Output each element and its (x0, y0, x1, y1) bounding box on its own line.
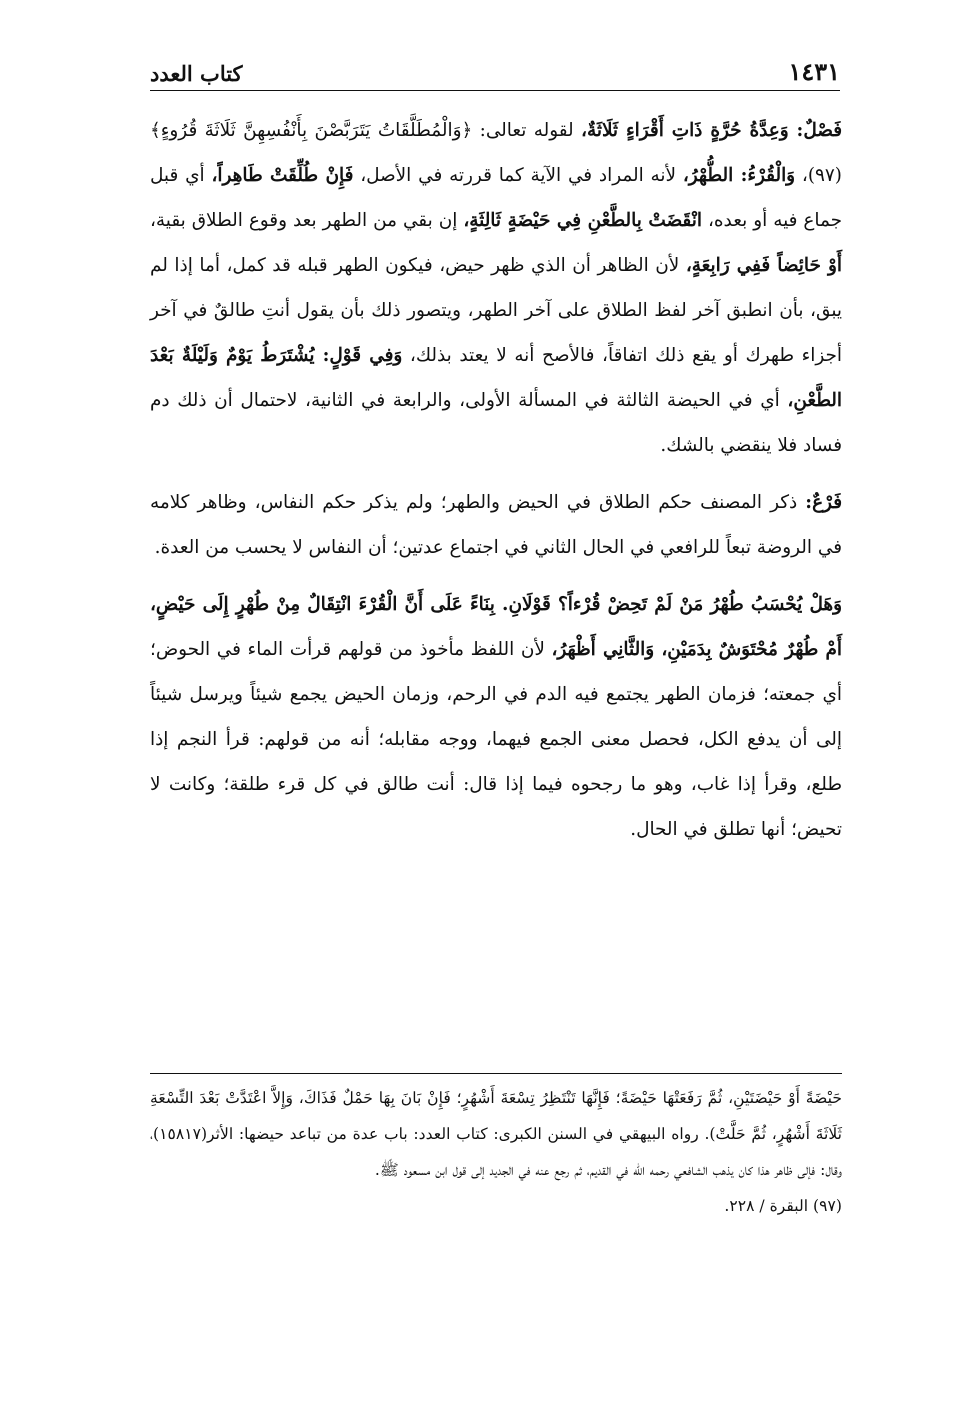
sharh-text: إن بقي من الطهر بعد وقوع الطلاق بقية، (150, 210, 464, 231)
matn-text: أَوْ حَائِضاً فَفِي رَابِعَةٍ، (685, 255, 842, 276)
paragraph-1 (150, 108, 842, 468)
running-header (150, 50, 840, 91)
sharh-text: لقوله تعالى: ﴿وَالْمُطَلَّقَاتُ يَتَرَبَّصْنَ بِأَنْفُسِهِنَّ ثَلَاثَةَ قُرُوءٍ﴾ (150, 120, 582, 141)
sharh-text: لأنه المراد في الآية كما قررته في الأصل، (353, 165, 683, 186)
paragraph-2 (150, 480, 842, 570)
matn-text: وَفِي قَوْلٍ: يُشْتَرَطُ يَوْمٌ وَلَيْلَةٌ بَعْدَ الطَّعْنِ، (150, 345, 842, 411)
sharh-text: أي في الحيضة الثالثة في المسألة الأولى، والرابعة في الثانية، لاحتمال أن ذلك دم فساد فلا ينقضي بالشك. (150, 390, 842, 456)
sharh-text: لأن اللفظ مأخوذ من قولهم قرأت الماء في الحوض؛ أي جمعته؛ فزمان الطهر يجتمع فيه الدم في الرحم، وزمان الحيض يجمع شيئاً ويرسل شيئاً إلى أن يدفع الكل، فحصل معنى الجمع فيهما، ووجه مقابله؛ أنه من قولهم: قرأ النجم إذا طلع، وقرأ إذا غاب، وهو ما رجحوه فيما إذا قال: أنت طالق في كل قرء طلقة؛ وكانت لا تحيض؛ أنها تطلق في الحال. (150, 639, 842, 840)
footnote-ref: (٩٧)، (795, 165, 842, 186)
far-label: فَرْعٌ: (805, 492, 842, 513)
matn-text: وَالْقُرْءُ: الطُّهْرُ، (682, 165, 796, 186)
sharh-text: لأن الظاهر أن الذي ظهر حيض، فيكون الطهر قبله قد كمل، أما إذا لم يبق، بأن انطبق آخر لفظ الطلاق على آخر الطهر، ويتصور ذلك بأن يقول أنتِ طالقٌ في آخر أجزاء طهرك أو يقع ذلك اتفاقاً، فالأصح أنه لا يعتد بذلك، (150, 255, 842, 366)
footnote-divider (150, 1073, 842, 1074)
matn-text: فَإِنْ طُلِّقَتْ طَاهِراً، (211, 165, 354, 186)
matn-text: انْقَضَتْ بِالطَّعْنِ فِي حَيْضَةٍ ثَالِثَةٍ، (463, 210, 702, 231)
matn-text: فَصْلٌ: وَعِدَّةُ حُرَّةٍ ذَاتِ أَقْرَاءٍ ثَلَاثَةٌ، (581, 120, 842, 141)
footnote-continued: حَيْضَةً أَوْ حَيْضَتَيْنِ، ثُمَّ رَفَعَتْهَا حَيْضَةً؛ فَإِنَّهَا تَنْتَظِرُ تِسْعَةَ أَشْهُرٍ؛ فَإِنْ بَانَ بِهَا حَمْلٌ فَذَاكَ، وَإِلاَّ اعْتَدَّتْ بَعْدَ التِّسْعَةِ ثَلَاثَةَ أَشْهُرٍ، ثُمَّ حَلَّتْ). رواه البيهقي في السنن الكبرى: كتاب العدد: باب عدة من تباعد حيضها: الأثر(١٥٨١٧)، وقال: فإلى ظاهر هذا كان يذهب الشافعي رحمه الله في القديم، ثم رجع عنه في الجديد إلى قول ابن مسعود ﷺ. (150, 1089, 842, 1179)
footnote-97: (٩٧) البقرة / ٢٢٨. (724, 1197, 842, 1215)
sharh-text: أي قبل جماع فيه أو بعده، (150, 165, 842, 231)
paragraph-3 (150, 582, 842, 852)
page-number: ١٤٣١ (788, 57, 840, 86)
sharh-text: ذكر المصنف حكم الطلاق في الحيض والطهر؛ ولم يذكر حكم النفاس، وظاهر كلامه في الروضة تبعاً للرافعي في الحال الثاني في اجتماع عدتين؛ أن النفاس لا يحسب من العدة. (150, 492, 842, 558)
book-title: كتاب العدد (150, 61, 243, 86)
footnotes (150, 1080, 842, 1224)
main-text (150, 108, 842, 852)
matn-text: وَهَلْ يُحْسَبُ طُهْرُ مَنْ لَمْ تَحِضْ قُرْءاً؟ قَوْلَانِ. بِنَاءً عَلَى أَنَّ الْقُرْءَ انْتِقَالٌ مِنْ طُهْرٍ إِلَى حَيْضٍ، أَمْ طُهْرٌ مُحْتَوَشٌ بِدَمَيْنِ، وَالثَّانِي أَظْهَرُ، (150, 594, 842, 660)
